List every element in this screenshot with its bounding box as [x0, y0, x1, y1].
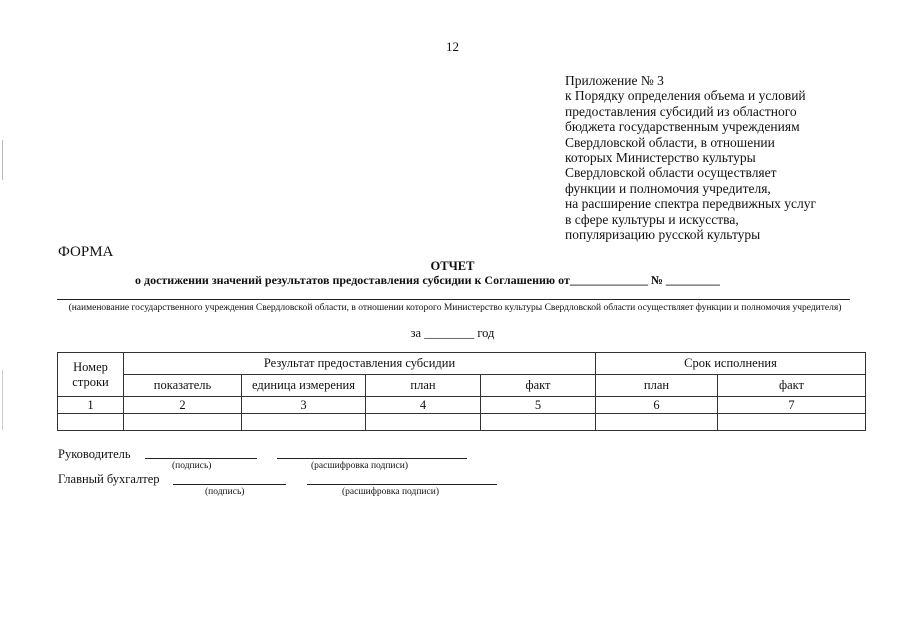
appendix-line: Свердловской области, в отношении	[565, 134, 775, 150]
organization-name-line	[57, 299, 850, 300]
accountant-label: Главный бухгалтер	[58, 472, 160, 486]
empty-cell[interactable]	[124, 414, 242, 431]
head-label: Руководитель	[58, 447, 131, 461]
empty-cell[interactable]	[596, 414, 718, 431]
head-signature-line[interactable]	[145, 458, 257, 459]
report-period: за ________ год	[410, 326, 495, 340]
column-header: план	[596, 375, 718, 397]
column-number: 6	[596, 397, 718, 414]
appendix-line: популяризацию русской культуры	[565, 227, 761, 243]
report-subtitle: о достижении значений результатов предоставления субсидии к Соглашению от_____________ № _________	[135, 273, 720, 287]
accountant-decoding-line[interactable]	[307, 484, 497, 485]
head-signature-caption: (подпись)	[172, 461, 212, 471]
page-number: 12	[446, 39, 459, 54]
empty-cell[interactable]	[718, 414, 866, 431]
column-number: 3	[242, 397, 366, 414]
column-header: единица измерения	[242, 375, 366, 397]
appendix-line: Приложение № 3	[565, 73, 664, 88]
empty-cell[interactable]	[481, 414, 596, 431]
deadline-group-header: Срок исполнения	[596, 353, 866, 375]
column-number: 2	[124, 397, 242, 414]
appendix-line: предоставления субсидий из областного	[565, 103, 797, 119]
scan-margin-mark	[2, 140, 3, 180]
empty-cell[interactable]	[58, 414, 124, 431]
accountant-decoding-caption: (расшифровка подписи)	[342, 487, 439, 497]
empty-cell[interactable]	[366, 414, 481, 431]
form-label: ФОРМА	[58, 244, 114, 260]
accountant-signature-caption: (подпись)	[205, 487, 245, 497]
appendix-line: Свердловской области осуществляет	[565, 165, 777, 181]
appendix-block	[565, 73, 865, 242]
column-header: показатель	[124, 375, 242, 397]
column-header: план	[366, 375, 481, 397]
empty-cell[interactable]	[242, 414, 366, 431]
report-title: ОТЧЕТ	[430, 259, 475, 273]
appendix-line: бюджета государственным учреждениям	[565, 119, 800, 135]
report-table	[57, 352, 866, 431]
scan-margin-mark	[2, 370, 3, 430]
organization-caption: (наименование государственного учреждения Свердловской области, в отношении которого Министерство культуры Свердловской области осуществляет функции и полномочия учредителя)	[68, 303, 842, 313]
row-number-header: Номер строки	[58, 353, 124, 397]
head-decoding-line[interactable]	[277, 458, 467, 459]
appendix-line: функции и полномочия учредителя,	[565, 180, 771, 196]
result-group-header: Результат предоставления субсидии	[124, 353, 596, 375]
appendix-line: которых Министерство культуры	[565, 150, 756, 166]
appendix-line: к Порядку определения объема и условий	[565, 88, 806, 104]
accountant-signature-line[interactable]	[173, 484, 286, 485]
appendix-line: в сфере культуры и искусства,	[565, 211, 739, 227]
head-decoding-caption: (расшифровка подписи)	[311, 461, 408, 471]
appendix-line: на расширение спектра передвижных услуг	[565, 196, 817, 212]
column-header: факт	[718, 375, 866, 397]
column-number: 1	[58, 397, 124, 414]
column-number: 4	[366, 397, 481, 414]
column-number: 7	[718, 397, 866, 414]
column-header: факт	[481, 375, 596, 397]
column-number: 5	[481, 397, 596, 414]
